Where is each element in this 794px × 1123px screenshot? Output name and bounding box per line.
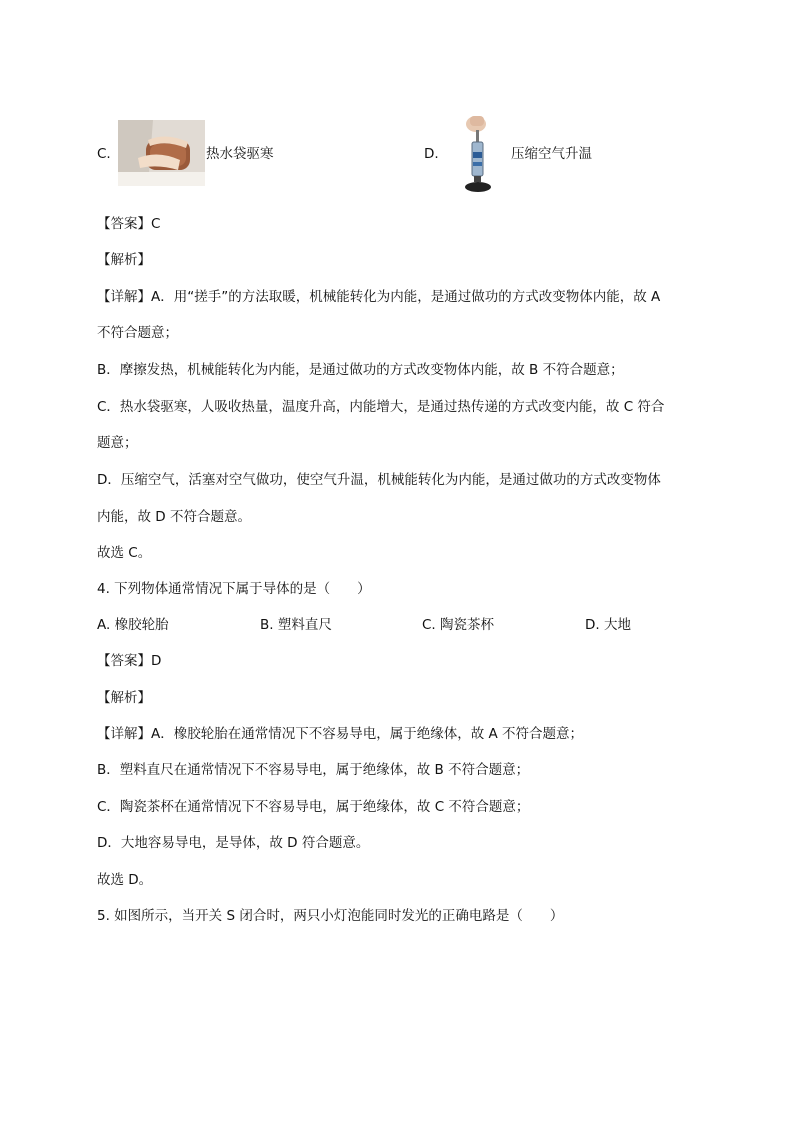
q4-detail-line: D．大地容易导电，是导体，故 D 符合题意。 [97,835,370,851]
option-d-caption: 压缩空气升温 [511,146,592,162]
q3-detail-line: 不符合题意； [97,325,178,341]
q5-stem: 5. 如图所示，当开关 S 闭合时，两只小灯泡能同时发光的正确电路是（ ） [97,908,564,924]
hot-water-bottle-photo [118,120,205,186]
q3-detail-line: 题意； [97,435,138,451]
q4-detail-line: B．塑料直尺在通常情况下不容易导电，属于绝缘体，故 B 不符合题意； [97,762,530,778]
q4-stem: 4. 下列物体通常情况下属于导体的是（ ） [97,581,371,597]
q4-analysis-heading: 【解析】 [97,690,151,706]
q4-detail-line: C．陶瓷茶杯在通常情况下不容易导电，属于绝缘体，故 C 不符合题意； [97,799,530,815]
option-c-caption: 热水袋驱寒 [206,146,274,162]
q3-detail-line: 【详解】A．用“搓手”的方法取暖，机械能转化为内能，是通过做功的方式改变物体内能，故 A [97,289,661,305]
q3-conclusion: 故选 C。 [97,545,152,561]
q4-detail-line: 【详解】A．橡胶轮胎在通常情况下不容易导电，属于绝缘体，故 A 不符合题意； [97,726,584,742]
q4-choice-d: D. 大地 [585,617,631,633]
q4-conclusion: 故选 D。 [97,872,153,888]
q3-detail-line: C．热水袋驱寒，人吸收热量，温度升高，内能增大，是通过热传递的方式改变内能，故 C 符合 [97,399,665,415]
q4-choice-a: A. 橡胶轮胎 [97,617,169,633]
q3-detail-line: D．压缩空气，活塞对空气做功，使空气升温，机械能转化为内能，是通过做功的方式改变物体 [97,472,661,488]
q4-choice-b: B. 塑料直尺 [260,617,332,633]
q3-detail-line: 内能，故 D 不符合题意。 [97,509,251,525]
q3-analysis-heading: 【解析】 [97,252,151,268]
q4-answer: 【答案】D [97,653,162,669]
q3-answer: 【答案】C [97,216,161,232]
option-d-letter: D. [424,146,439,162]
q4-choice-c: C. 陶瓷茶杯 [422,617,495,633]
q3-detail-line: B．摩擦发热，机械能转化为内能，是通过做功的方式改变物体内能，故 B 不符合题意； [97,362,624,378]
air-pump-photo [458,110,498,196]
option-c-letter: C. [97,146,111,162]
